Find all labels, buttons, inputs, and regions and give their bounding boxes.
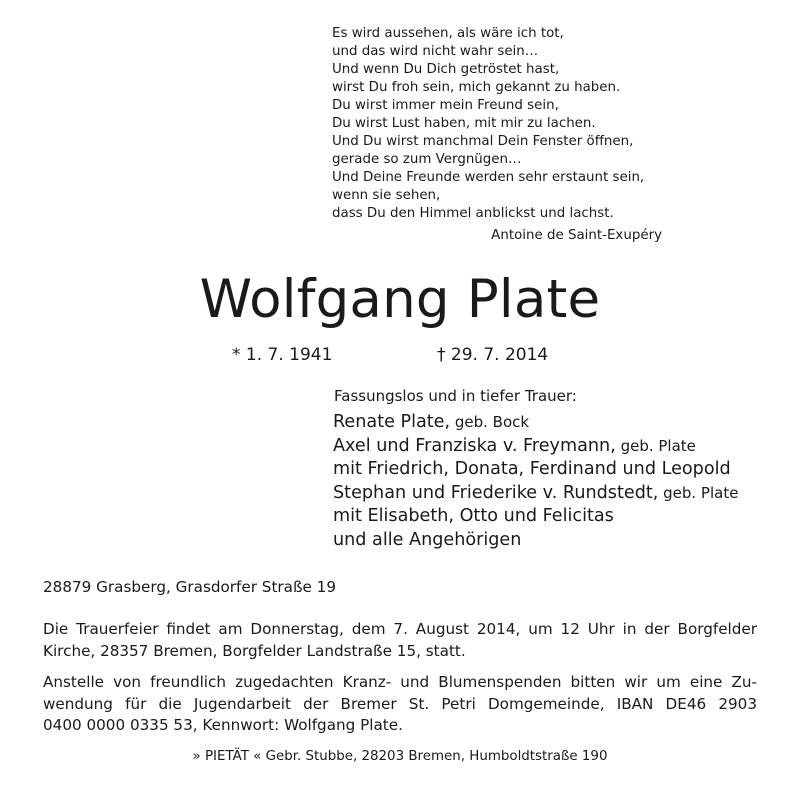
mourner-line bbox=[333, 482, 773, 506]
paragraph-line: Die Trauerfeier findet am Donnerstag, dem 7. August 2014, um 12 Uhr in der Borgfelder bbox=[43, 620, 757, 638]
poem-line: Und wenn Du Dich getröstet hast, bbox=[332, 62, 560, 78]
death-date: † 29. 7. 2014 bbox=[437, 345, 549, 365]
poem-line: gerade so zum Vergnügen… bbox=[332, 152, 522, 168]
mourner-line bbox=[333, 458, 773, 482]
mourner-line bbox=[333, 529, 773, 553]
poem-line: wirst Du froh sein, mich gekannt zu haben. bbox=[332, 80, 621, 96]
donation-paragraph bbox=[43, 672, 757, 737]
undertaker-line: » PIETÄT « Gebr. Stubbe, 28203 Bremen, Humboldtstraße 190 bbox=[192, 749, 608, 764]
mourner-name: Renate Plate, bbox=[333, 412, 451, 432]
mourner-line bbox=[333, 435, 773, 459]
poem-line: Und Du wirst manchmal Dein Fenster öffnen, bbox=[332, 134, 634, 150]
mourner-name: Axel und Franziska v. Freymann, bbox=[333, 435, 616, 456]
paragraph-line: Anstelle von freundlich zugedachten Kranz- und Blumenspenden bitten wir um eine Zu- bbox=[43, 673, 757, 691]
poem-line: Du wirst Lust haben, mit mir zu lachen. bbox=[332, 116, 596, 132]
mourner-name: und alle Angehörigen bbox=[333, 529, 522, 550]
maiden-name: geb. Plate bbox=[658, 483, 739, 502]
poem-line: dass Du den Himmel anblickst und lachst. bbox=[332, 206, 614, 222]
service-paragraph bbox=[43, 619, 757, 662]
poem-line: und das wird nicht wahr sein… bbox=[332, 44, 539, 60]
poem-line: Du wirst immer mein Freund sein, bbox=[332, 98, 559, 114]
poem bbox=[332, 25, 662, 224]
mourner-line bbox=[333, 505, 773, 529]
poem-author: Antoine de Saint-Exupéry bbox=[491, 228, 662, 243]
maiden-name: geb. Bock bbox=[450, 413, 530, 431]
poem-line: Es wird aussehen, als wäre ich tot, bbox=[332, 26, 564, 41]
mourner-line bbox=[333, 411, 773, 435]
deceased-name: Wolfgang Plate bbox=[199, 269, 601, 330]
birth-date: * 1. 7. 1941 bbox=[232, 345, 333, 365]
paragraph-line: Kirche, 28357 Bremen, Borgfelder Landstraße 15, statt. bbox=[43, 641, 466, 660]
mourner-name: mit Friedrich, Donata, Ferdinand und Leopold bbox=[333, 459, 731, 480]
poem-line: Und Deine Freunde werden sehr erstaunt sein, bbox=[332, 170, 645, 186]
mourners-intro: Fassungslos und in tiefer Trauer: bbox=[334, 387, 577, 405]
mourner-name: Stephan und Friederike v. Rundstedt, bbox=[333, 482, 659, 503]
maiden-name: geb. Plate bbox=[615, 436, 696, 455]
family-address: 28879 Grasberg, Grasdorfer Straße 19 bbox=[43, 578, 337, 596]
mourners-list bbox=[333, 411, 773, 553]
poem-line: wenn sie sehen, bbox=[332, 188, 441, 204]
mourner-name: mit Elisabeth, Otto und Felicitas bbox=[333, 506, 614, 527]
paragraph-line: 0400 0000 0335 53, Kennwort: Wolfgang Plate. bbox=[43, 716, 403, 734]
paragraph-line: wendung für die Jugendarbeit der Bremer St. Petri Domgemeinde, IBAN DE46 2903 bbox=[43, 694, 757, 713]
